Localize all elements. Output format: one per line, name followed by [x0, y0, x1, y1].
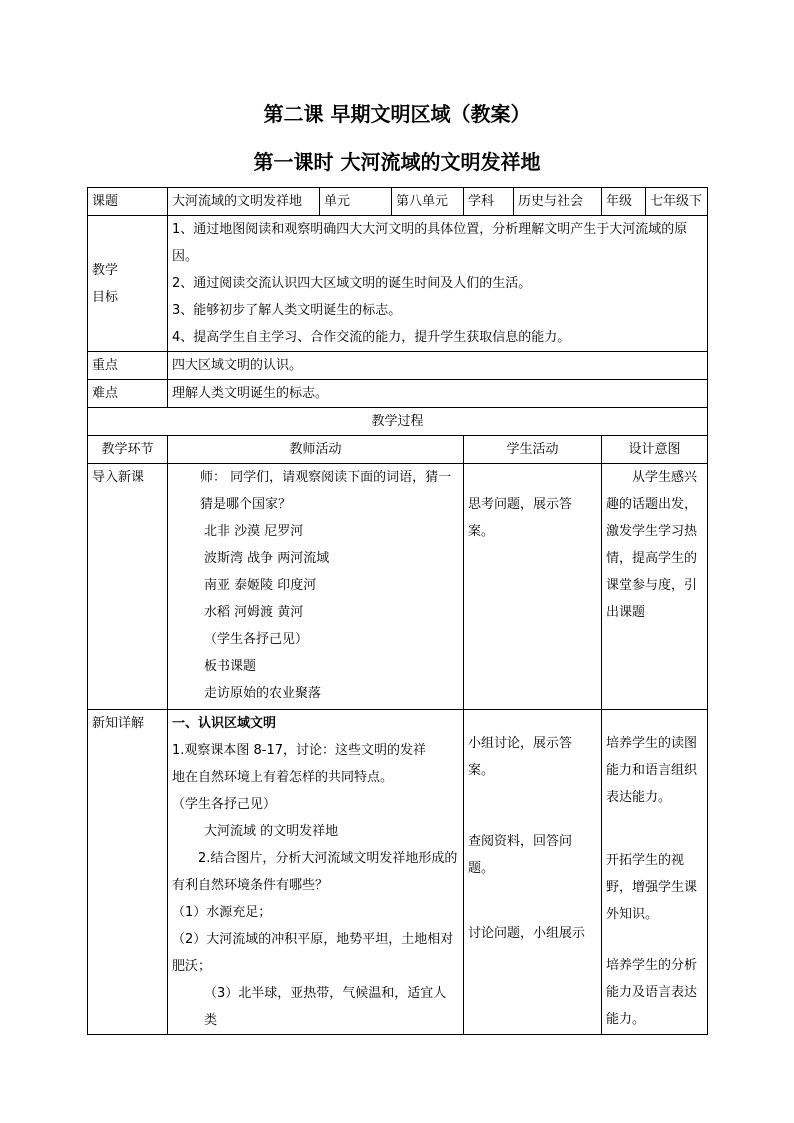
- difficulty-row: [88, 380, 708, 408]
- intro-teacher-line: 板书课题: [204, 659, 257, 674]
- col-student-header: 学生活动: [464, 436, 602, 464]
- intro-design: 从学生感兴趣的话题出发，激发学生学习热情，提高学生的课堂参与度，引出课题: [602, 464, 708, 710]
- topic-label: 课题: [88, 188, 168, 216]
- goals-label-line1: 教学: [92, 262, 119, 278]
- intro-teacher: [168, 464, 464, 710]
- key-point-label: 重点: [88, 352, 168, 380]
- new-teacher-line: 大河流域 的文明发祥地: [204, 824, 339, 839]
- goals-content: [168, 216, 708, 352]
- intro-row: [88, 464, 708, 710]
- intro-teacher-line: 波斯湾 战争 两河流域: [204, 551, 330, 566]
- intro-teacher-line: 北非 沙漠 尼罗河: [204, 524, 304, 539]
- goal-item: 4、提高学生自主学习、合作交流的能力，提升学生获取信息的能力。: [172, 330, 571, 345]
- col-design-header: 设计意图: [602, 436, 708, 464]
- new-teacher-line: （3）北半球，亚热带，气候温和，适宜人类: [204, 986, 447, 1028]
- grade-value: 七年级下: [646, 188, 708, 216]
- grade-label: 年级: [602, 188, 646, 216]
- goals-row: [88, 216, 708, 352]
- new-teacher-line: 1.观察课本图 8-17，讨论：这些文明的发祥: [172, 743, 427, 758]
- process-heading-row: [88, 408, 708, 436]
- key-point-row: [88, 352, 708, 380]
- process-heading: 教学过程: [88, 408, 708, 436]
- difficulty-label: 难点: [88, 380, 168, 408]
- new-student-item: 讨论问题，小组展示: [468, 926, 586, 941]
- new-section-title: 一、认识区域文明: [172, 716, 277, 731]
- new-row: [88, 710, 708, 1035]
- intro-teacher-line: 师： 同学们，请观察阅读下面的词语，猜一猜是哪个国家？: [200, 470, 452, 512]
- intro-stage: 导入新课: [88, 464, 168, 710]
- new-design: [602, 710, 708, 1035]
- new-teacher-line: 2.结合图片，分析大河流域文明发祥地形成的有利自然环境条件有哪些？: [172, 851, 458, 893]
- new-student: [464, 710, 602, 1035]
- lesson-title: 第二课 早期文明区域（教案）: [263, 102, 531, 126]
- unit-label: 单元: [320, 188, 392, 216]
- new-teacher-line: （2）大河流域的冲积平原，地势平坦，土地相对肥沃；: [172, 932, 454, 974]
- new-stage: 新知详解: [88, 710, 168, 1035]
- process-header-row: [88, 436, 708, 464]
- lesson-plan-table: [87, 187, 708, 1035]
- intro-teacher-line: 水稻 河姆渡 黄河: [204, 605, 304, 620]
- period-title: 第一课时 大河流域的文明发祥地: [253, 150, 541, 174]
- intro-teacher-line: 走访原始的农业聚落: [204, 686, 322, 701]
- difficulty-value: 理解人类文明诞生的标志。: [168, 380, 708, 408]
- goal-item: 2、通过阅读交流认识四大区域文明的诞生时间及人们的生活。: [172, 276, 532, 291]
- goal-item: 3、能够初步了解人类文明诞生的标志。: [172, 303, 402, 318]
- key-point-value: 四大区域文明的认识。: [168, 352, 708, 380]
- new-teacher-line: （1）水源充足；: [172, 905, 272, 920]
- goals-label-line2: 目标: [92, 289, 119, 305]
- new-student-item: 查阅资料，回答问题。: [468, 834, 573, 876]
- new-teacher-line: 地在自然环境上有着怎样的共同特点。: [172, 770, 394, 785]
- intro-teacher-line: （学生各抒己见）: [204, 632, 309, 647]
- subject-value: 历史与社会: [514, 188, 602, 216]
- col-stage-header: 教学环节: [88, 436, 168, 464]
- unit-value: 第八单元: [392, 188, 464, 216]
- intro-student: 思考问题，展示答案。: [464, 464, 602, 710]
- info-row: [88, 188, 708, 216]
- intro-teacher-line: 南亚 泰姬陵 印度河: [204, 578, 317, 593]
- topic-value: 大河流域的文明发祥地: [168, 188, 320, 216]
- new-student-item: 小组讨论，展示答案。: [468, 736, 573, 778]
- new-teacher: [168, 710, 464, 1035]
- new-teacher-line: （学生各抒己见）: [172, 797, 277, 812]
- new-design-item: 培养学生的读图能力和语言组织表达能力。: [606, 736, 698, 805]
- goals-label: [88, 216, 168, 352]
- new-design-item: 培养学生的分析能力及语言表达能力。: [606, 958, 698, 1027]
- goal-item: 1、通过地图阅读和观察明确四大大河文明的具体位置，分析理解文明产生于大河流域的原因。: [172, 222, 688, 264]
- col-teacher-header: 教师活动: [168, 436, 464, 464]
- subject-label: 学科: [464, 188, 514, 216]
- new-design-item: 开拓学生的视野，增强学生课外知识。: [606, 853, 698, 922]
